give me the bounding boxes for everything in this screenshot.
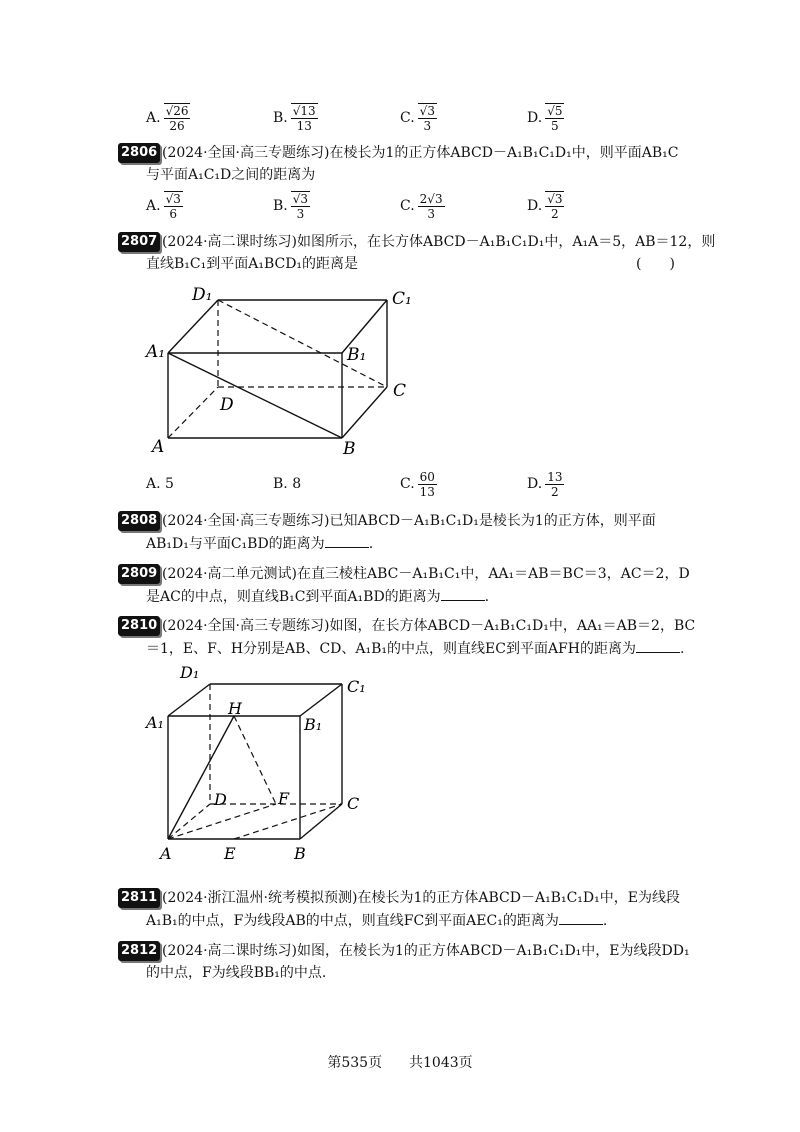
denominator: 6 <box>169 207 178 221</box>
question-text-line: (2024·高二课时练习)如图所示，在长方体ABCD－A₁B₁C₁D₁中，A₁A＝5，AB＝12，则 <box>162 234 716 250</box>
question-text-line: (2024·全国·高三专题练习)如图，在长方体ABCD－A₁B₁C₁D₁中，AA₁＝AB＝2，BC <box>162 618 696 634</box>
q2807-option-c <box>400 466 437 502</box>
numerator: 2√3 <box>419 191 443 206</box>
denominator: 3 <box>423 119 432 133</box>
question-text: 是AC的中点，则直线B₁C到平面A₁BD的距离为 <box>146 589 441 605</box>
vertex-label: C₁ <box>347 677 366 696</box>
question-number-badge: 2812 <box>118 941 160 961</box>
denominator: 26 <box>169 119 185 133</box>
vertex-label: C <box>393 381 407 401</box>
vertex-label: D₁ <box>192 285 213 305</box>
question-number-badge: 2809 <box>118 564 160 584</box>
question-text-line: (2024·全国·高三专题练习)已知ABCD－A₁B₁C₁D₁是棱长为1的正方体，则平面 <box>162 513 656 529</box>
fraction <box>418 470 437 499</box>
vertex-label: D <box>220 395 234 415</box>
option-label: D. <box>527 110 543 126</box>
question-text: A₁B₁的中点，F为线段AB的中点，则直线FC到平面AEC₁的距离为 <box>146 913 559 929</box>
vertex-label: B <box>343 439 356 459</box>
question-text-line: (2024·浙江温州·统考模拟预测)在棱长为1的正方体ABCD－A₁B₁C₁D₁中，E为线段 <box>162 890 680 906</box>
cuboid-figure <box>140 280 430 465</box>
q2805-option-a <box>146 100 190 136</box>
option-label: A. <box>146 198 161 214</box>
answer-blank[interactable] <box>441 586 485 601</box>
answer-blank[interactable] <box>325 533 369 548</box>
q2805-option-d <box>527 100 564 136</box>
fraction <box>164 191 183 221</box>
fraction <box>164 103 191 133</box>
answer-parentheses: ( ) <box>636 256 675 272</box>
vertex-label: A₁ <box>146 713 164 732</box>
question-text-line: 的中点，F为线段BB₁的中点. <box>146 965 327 981</box>
question-text-line <box>146 910 607 931</box>
numerator: √3 <box>547 192 563 206</box>
vertex-label: B₁ <box>304 715 323 734</box>
question-text: AB₁D₁与平面C₁BD的距离为 <box>146 536 325 552</box>
question-text-line <box>146 533 373 554</box>
numerator: √3 <box>419 104 435 118</box>
option-label: B. <box>273 110 288 126</box>
q2805-option-b <box>273 100 318 136</box>
q2807-option-d <box>527 466 564 502</box>
question-text-line: (2024·高二课时练习)如图，在棱长为1的正方体ABCD－A₁B₁C₁D₁中，E为线段DD₁ <box>162 943 690 959</box>
denominator: 5 <box>551 119 559 133</box>
q2806-option-a <box>146 188 183 224</box>
option-label: C. <box>400 198 415 214</box>
denominator: 3 <box>427 206 435 221</box>
q2806-option-b <box>273 188 310 224</box>
vertex-label: A <box>152 437 165 457</box>
fraction <box>545 470 564 499</box>
fraction <box>291 191 310 221</box>
numerator: √26 <box>165 104 189 118</box>
q2805-option-c <box>400 100 437 136</box>
question-number-badge: 2807 <box>118 232 160 252</box>
fraction <box>291 103 318 133</box>
vertex-label: E <box>224 844 236 863</box>
question-number-badge: 2810 <box>118 616 160 636</box>
question-text-line: (2024·全国·高三专题练习)在棱长为1的正方体ABCD－A₁B₁C₁D₁中，则平面AB₁C <box>162 145 679 161</box>
period: . <box>484 589 490 605</box>
numerator: √3 <box>165 192 181 206</box>
fraction <box>418 103 437 133</box>
vertex-label: B <box>294 844 306 863</box>
question-text-line: (2024·高二单元测试)在直三棱柱ABC－A₁B₁C₁中，AA₁＝AB＝BC＝3，AC＝2，D <box>162 566 690 582</box>
question-number-badge: 2811 <box>118 888 160 908</box>
option-label: D. <box>527 198 543 214</box>
question-text-line: 与平面A₁C₁D之间的距离为 <box>146 167 316 183</box>
page-total: 共1043页 <box>409 1055 473 1071</box>
denominator: 2 <box>551 207 559 221</box>
option-label: C. <box>400 476 415 492</box>
period: . <box>602 913 608 929</box>
numerator: 60 <box>419 469 435 484</box>
cuboid-figure-afh <box>140 662 380 867</box>
vertex-label: C <box>347 794 360 813</box>
question-number-badge: 2806 <box>118 143 160 163</box>
option-label: B. <box>273 198 288 214</box>
question-text-line <box>146 638 684 659</box>
question-text-line <box>146 586 489 607</box>
numerator: √3 <box>292 192 309 206</box>
denominator: 2 <box>551 484 559 499</box>
option-label: C. <box>400 110 415 126</box>
vertex-label: F <box>278 789 290 808</box>
question-number-badge: 2808 <box>118 511 160 531</box>
fraction <box>418 192 445 221</box>
option-label: B. 8 <box>273 476 302 492</box>
q2807-option-a <box>146 466 174 502</box>
q2806-option-d <box>527 188 564 224</box>
vertex-label: A₁ <box>146 342 166 362</box>
numerator: √5 <box>547 104 563 118</box>
vertex-label: A <box>160 844 172 863</box>
question-text: ＝1，E、F、H分别是AB、CD、A₁B₁的中点，则直线EC到平面AFH的距离为 <box>146 641 636 657</box>
vertex-label: B₁ <box>347 345 367 365</box>
option-label: A. <box>146 110 161 126</box>
question-text-line: 直线B₁C₁到平面A₁BCD₁的距离是 <box>146 256 359 272</box>
vertex-label: D₁ <box>180 663 200 682</box>
vertex-label: H <box>228 699 242 718</box>
q2807-option-b <box>273 466 301 502</box>
period: . <box>679 641 685 657</box>
vertex-label: C₁ <box>392 289 412 309</box>
denominator: 3 <box>296 207 305 221</box>
denominator: 13 <box>419 484 435 499</box>
q2806-option-c <box>400 188 445 224</box>
answer-blank[interactable] <box>636 638 680 653</box>
period: . <box>368 536 374 552</box>
numerator: 13 <box>547 469 563 484</box>
option-label: A. 5 <box>146 476 174 492</box>
denominator: 13 <box>296 119 312 133</box>
answer-blank[interactable] <box>559 910 603 925</box>
fraction <box>545 191 564 221</box>
page-number: 第535页 <box>327 1055 383 1071</box>
page-footer <box>0 1053 800 1073</box>
fraction <box>545 103 564 133</box>
option-label: D. <box>527 476 543 492</box>
vertex-label: D <box>214 790 227 809</box>
numerator: √13 <box>292 104 316 118</box>
